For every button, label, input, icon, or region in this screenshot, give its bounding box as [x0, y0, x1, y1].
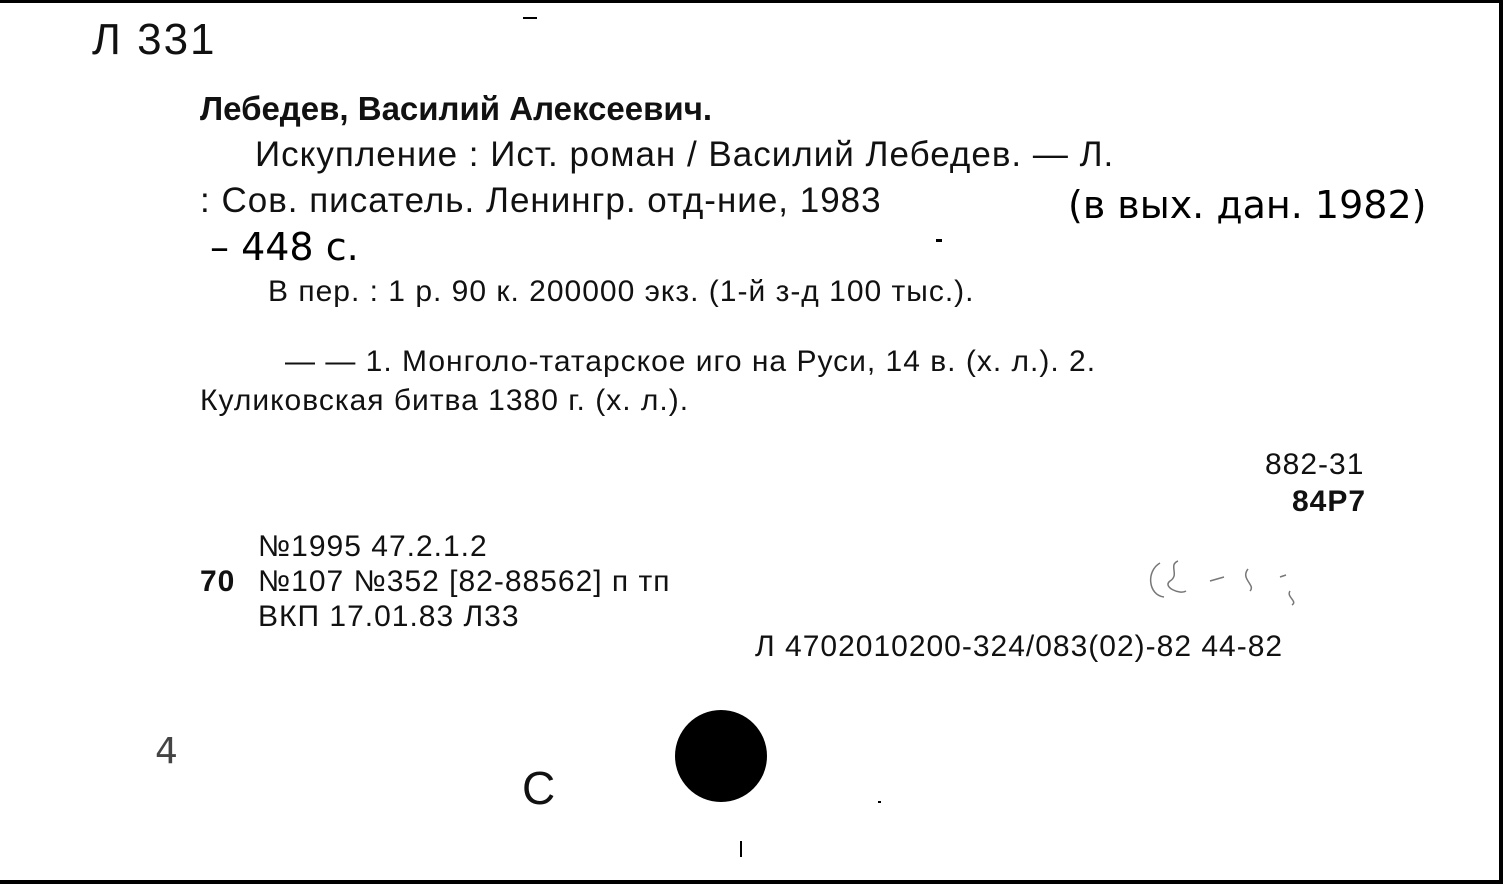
classification-number: 882-31	[1265, 448, 1365, 481]
price-edition-line: В пер. : 1 р. 90 к. 200000 экз. (1-й з-д 100 тыс.).	[268, 275, 975, 308]
author-heading: Лебедев, Василий Алексеевич.	[200, 90, 713, 127]
speck	[523, 17, 537, 19]
title-line-2: : Сов. писатель. Ленингр. отд-ние, 1983	[200, 181, 882, 220]
corner-pencil-mark: 4	[155, 731, 178, 772]
handwritten-publication-note: (в вых. дан. 1982)	[1068, 183, 1427, 227]
bottom-letter: С	[522, 762, 556, 814]
subjects-line-1: — — 1. Монголо-татарское иго на Руси, 14 в. (х. л.). 2.	[285, 345, 1097, 378]
classification-code: 84Р7	[1292, 485, 1367, 518]
title-line-1: Искупление : Ист. роман / Василий Лебедев. — Л.	[255, 135, 1115, 174]
footer-line-3: ВКП 17.01.83 Л33	[258, 600, 520, 633]
subjects-line-2: Куликовская битва 1380 г. (х. л.).	[200, 384, 690, 417]
footer-prefix: 70	[200, 565, 236, 598]
footer-line-1: №1995 47.2.1.2	[258, 530, 488, 563]
speck	[740, 841, 742, 857]
footer-line-2: №107 №352 [82-88562] п тп	[258, 565, 671, 598]
call-number: Л 331	[92, 15, 217, 64]
isbn-line: Л 4702010200-324/083(02)-82 44-82	[755, 630, 1284, 663]
handwritten-pages-note: – 448 с.	[210, 225, 359, 269]
punch-hole	[675, 710, 767, 802]
speck	[936, 239, 942, 242]
pencil-scribble	[1140, 551, 1340, 611]
speck	[878, 801, 881, 803]
